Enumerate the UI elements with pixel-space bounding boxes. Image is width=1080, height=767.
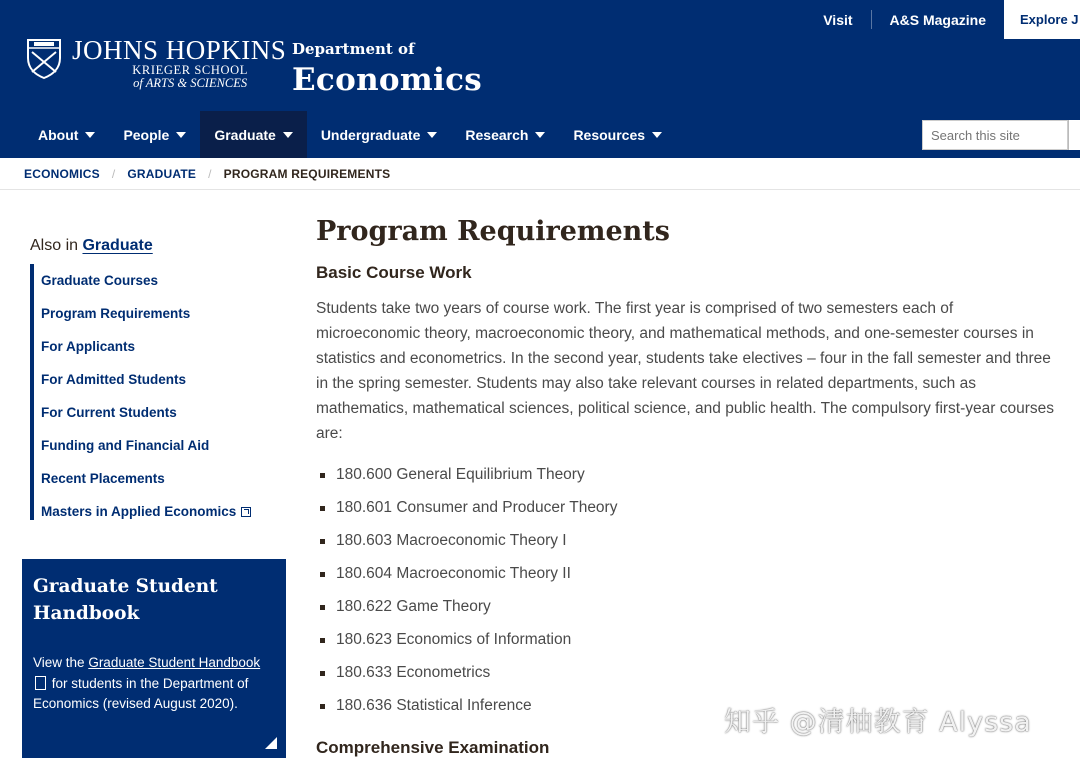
bullet-icon — [320, 539, 325, 544]
pdf-icon — [35, 676, 46, 690]
nav-item-research[interactable] — [451, 111, 559, 158]
list-item — [320, 594, 617, 627]
nav-label: About — [38, 126, 79, 143]
nav-label: Undergraduate — [320, 126, 421, 143]
breadcrumb-economics[interactable]: ECONOMICS — [24, 166, 100, 181]
nav-item-people[interactable] — [109, 111, 200, 158]
nav-label: Graduate — [214, 126, 276, 143]
section-heading-comprehensive-examination: Comprehensive Examination — [316, 738, 550, 757]
sidebar-item-admitted-students[interactable]: For Admitted Students — [41, 372, 186, 387]
list-item — [320, 693, 617, 726]
caret-down-icon — [85, 132, 95, 138]
jhu-logo[interactable] — [24, 36, 286, 90]
handbook-callout — [22, 559, 286, 758]
nav-item-about[interactable] — [24, 111, 109, 158]
bullet-icon — [320, 473, 325, 478]
department-prefix: Department of — [292, 40, 415, 58]
handbook-text-suffix: for students in the Department of Economics (revised August 2020). — [33, 675, 249, 711]
bullet-icon — [320, 605, 325, 610]
intro-paragraph: Students take two years of course work. The first year is comprised of two semesters each of microeconomic theory, macroeconomic theory, and mathematical methods, and one-semester courses in statistics and econometrics. In the second year, students take electives – four in the fall semester and three in the spring semester. Students may also take relevant courses in related departments, such as mathematics, mathematical sciences, political science, and public health. The compulsory first-year courses are: — [316, 300, 1055, 442]
logo-main-text: JOHNS HOPKINS — [72, 35, 287, 65]
course-label: 180.604 Macroeconomic Theory II — [336, 565, 571, 582]
breadcrumb-current: PROGRAM REQUIREMENTS — [223, 166, 391, 181]
course-label: 180.603 Macroeconomic Theory I — [336, 532, 567, 549]
search-input[interactable] — [922, 120, 1068, 150]
breadcrumb-graduate[interactable]: GRADUATE — [127, 166, 197, 181]
section-heading-basic-course-work: Basic Course Work — [316, 263, 472, 282]
list-item — [320, 462, 617, 495]
sidebar-item-masters-applied-economics[interactable] — [34, 495, 280, 528]
course-label: 180.601 Consumer and Producer Theory — [336, 499, 618, 516]
sidebar-item-program-requirements[interactable]: Program Requirements — [41, 306, 191, 321]
logo-wordmark — [72, 36, 286, 90]
sidebar-item-recent-placements[interactable]: Recent Placements — [41, 471, 165, 486]
also-in-graduate-link[interactable]: Graduate — [82, 237, 153, 254]
sidebar-item-label: Masters in Applied Economics — [41, 504, 237, 519]
list-item — [320, 495, 617, 528]
external-link-icon — [241, 507, 251, 517]
corner-triangle-icon — [265, 737, 277, 749]
nav-label: Research — [465, 126, 529, 143]
department-title[interactable] — [292, 40, 482, 98]
course-label: 180.633 Econometrics — [336, 664, 491, 681]
sidebar-nav — [30, 264, 280, 520]
magazine-link[interactable]: A&S Magazine — [889, 11, 986, 28]
logo-sub-text-2: of ARTS & SCIENCES — [133, 76, 248, 90]
nav-item-resources[interactable] — [559, 111, 676, 158]
watermark-text: 知乎 @清柚教育 Alyssa — [724, 707, 1032, 738]
list-item — [320, 627, 617, 660]
nav-label: Resources — [573, 126, 646, 143]
caret-down-icon — [283, 132, 293, 138]
nav-item-undergraduate[interactable] — [307, 111, 452, 158]
handbook-text — [33, 653, 275, 715]
logo-sub-text: KRIEGER SCHOOL — [132, 63, 248, 77]
list-item — [320, 528, 617, 561]
sidebar-item-funding[interactable]: Funding and Financial Aid — [41, 438, 210, 453]
also-in-prefix: Also in — [30, 237, 79, 254]
bullet-icon — [320, 671, 325, 676]
caret-down-icon — [176, 132, 186, 138]
caret-down-icon — [535, 132, 545, 138]
also-in-heading — [30, 237, 153, 255]
shield-icon — [24, 36, 64, 80]
page-title: Program Requirements — [316, 216, 670, 247]
bullet-icon — [320, 638, 325, 643]
course-label: 180.622 Game Theory — [336, 598, 491, 615]
nav-label: People — [123, 126, 170, 143]
utility-nav — [805, 0, 1080, 39]
handbook-link[interactable]: Graduate Student Handbook — [88, 655, 261, 670]
nav-item-graduate[interactable] — [200, 111, 306, 158]
sidebar-item-for-applicants[interactable]: For Applicants — [41, 339, 136, 354]
caret-down-icon — [652, 132, 662, 138]
site-header — [0, 0, 1080, 158]
bullet-icon — [320, 572, 325, 577]
handbook-title: Graduate Student Handbook — [33, 576, 218, 624]
course-label: 180.600 General Equilibrium Theory — [336, 466, 585, 483]
department-name: Economics — [292, 62, 483, 98]
visit-link[interactable]: Visit — [823, 11, 853, 28]
course-label: 180.623 Economics of Information — [336, 631, 572, 648]
breadcrumb-separator: / — [111, 166, 116, 181]
course-label: 180.636 Statistical Inference — [336, 697, 532, 714]
search-button[interactable] — [1068, 120, 1080, 150]
sidebar-item-current-students[interactable]: For Current Students — [41, 405, 177, 420]
main-nav — [24, 111, 676, 158]
breadcrumb — [0, 158, 1080, 190]
list-item — [320, 660, 617, 693]
explore-link[interactable]: Explore J — [1004, 0, 1080, 39]
bullet-icon — [320, 704, 325, 709]
course-list — [320, 462, 617, 726]
caret-down-icon — [427, 132, 437, 138]
sidebar-item-graduate-courses[interactable]: Graduate Courses — [41, 273, 159, 288]
handbook-text-prefix: View the — [33, 655, 85, 670]
list-item — [320, 561, 617, 594]
bullet-icon — [320, 506, 325, 511]
breadcrumb-separator: / — [208, 166, 212, 181]
